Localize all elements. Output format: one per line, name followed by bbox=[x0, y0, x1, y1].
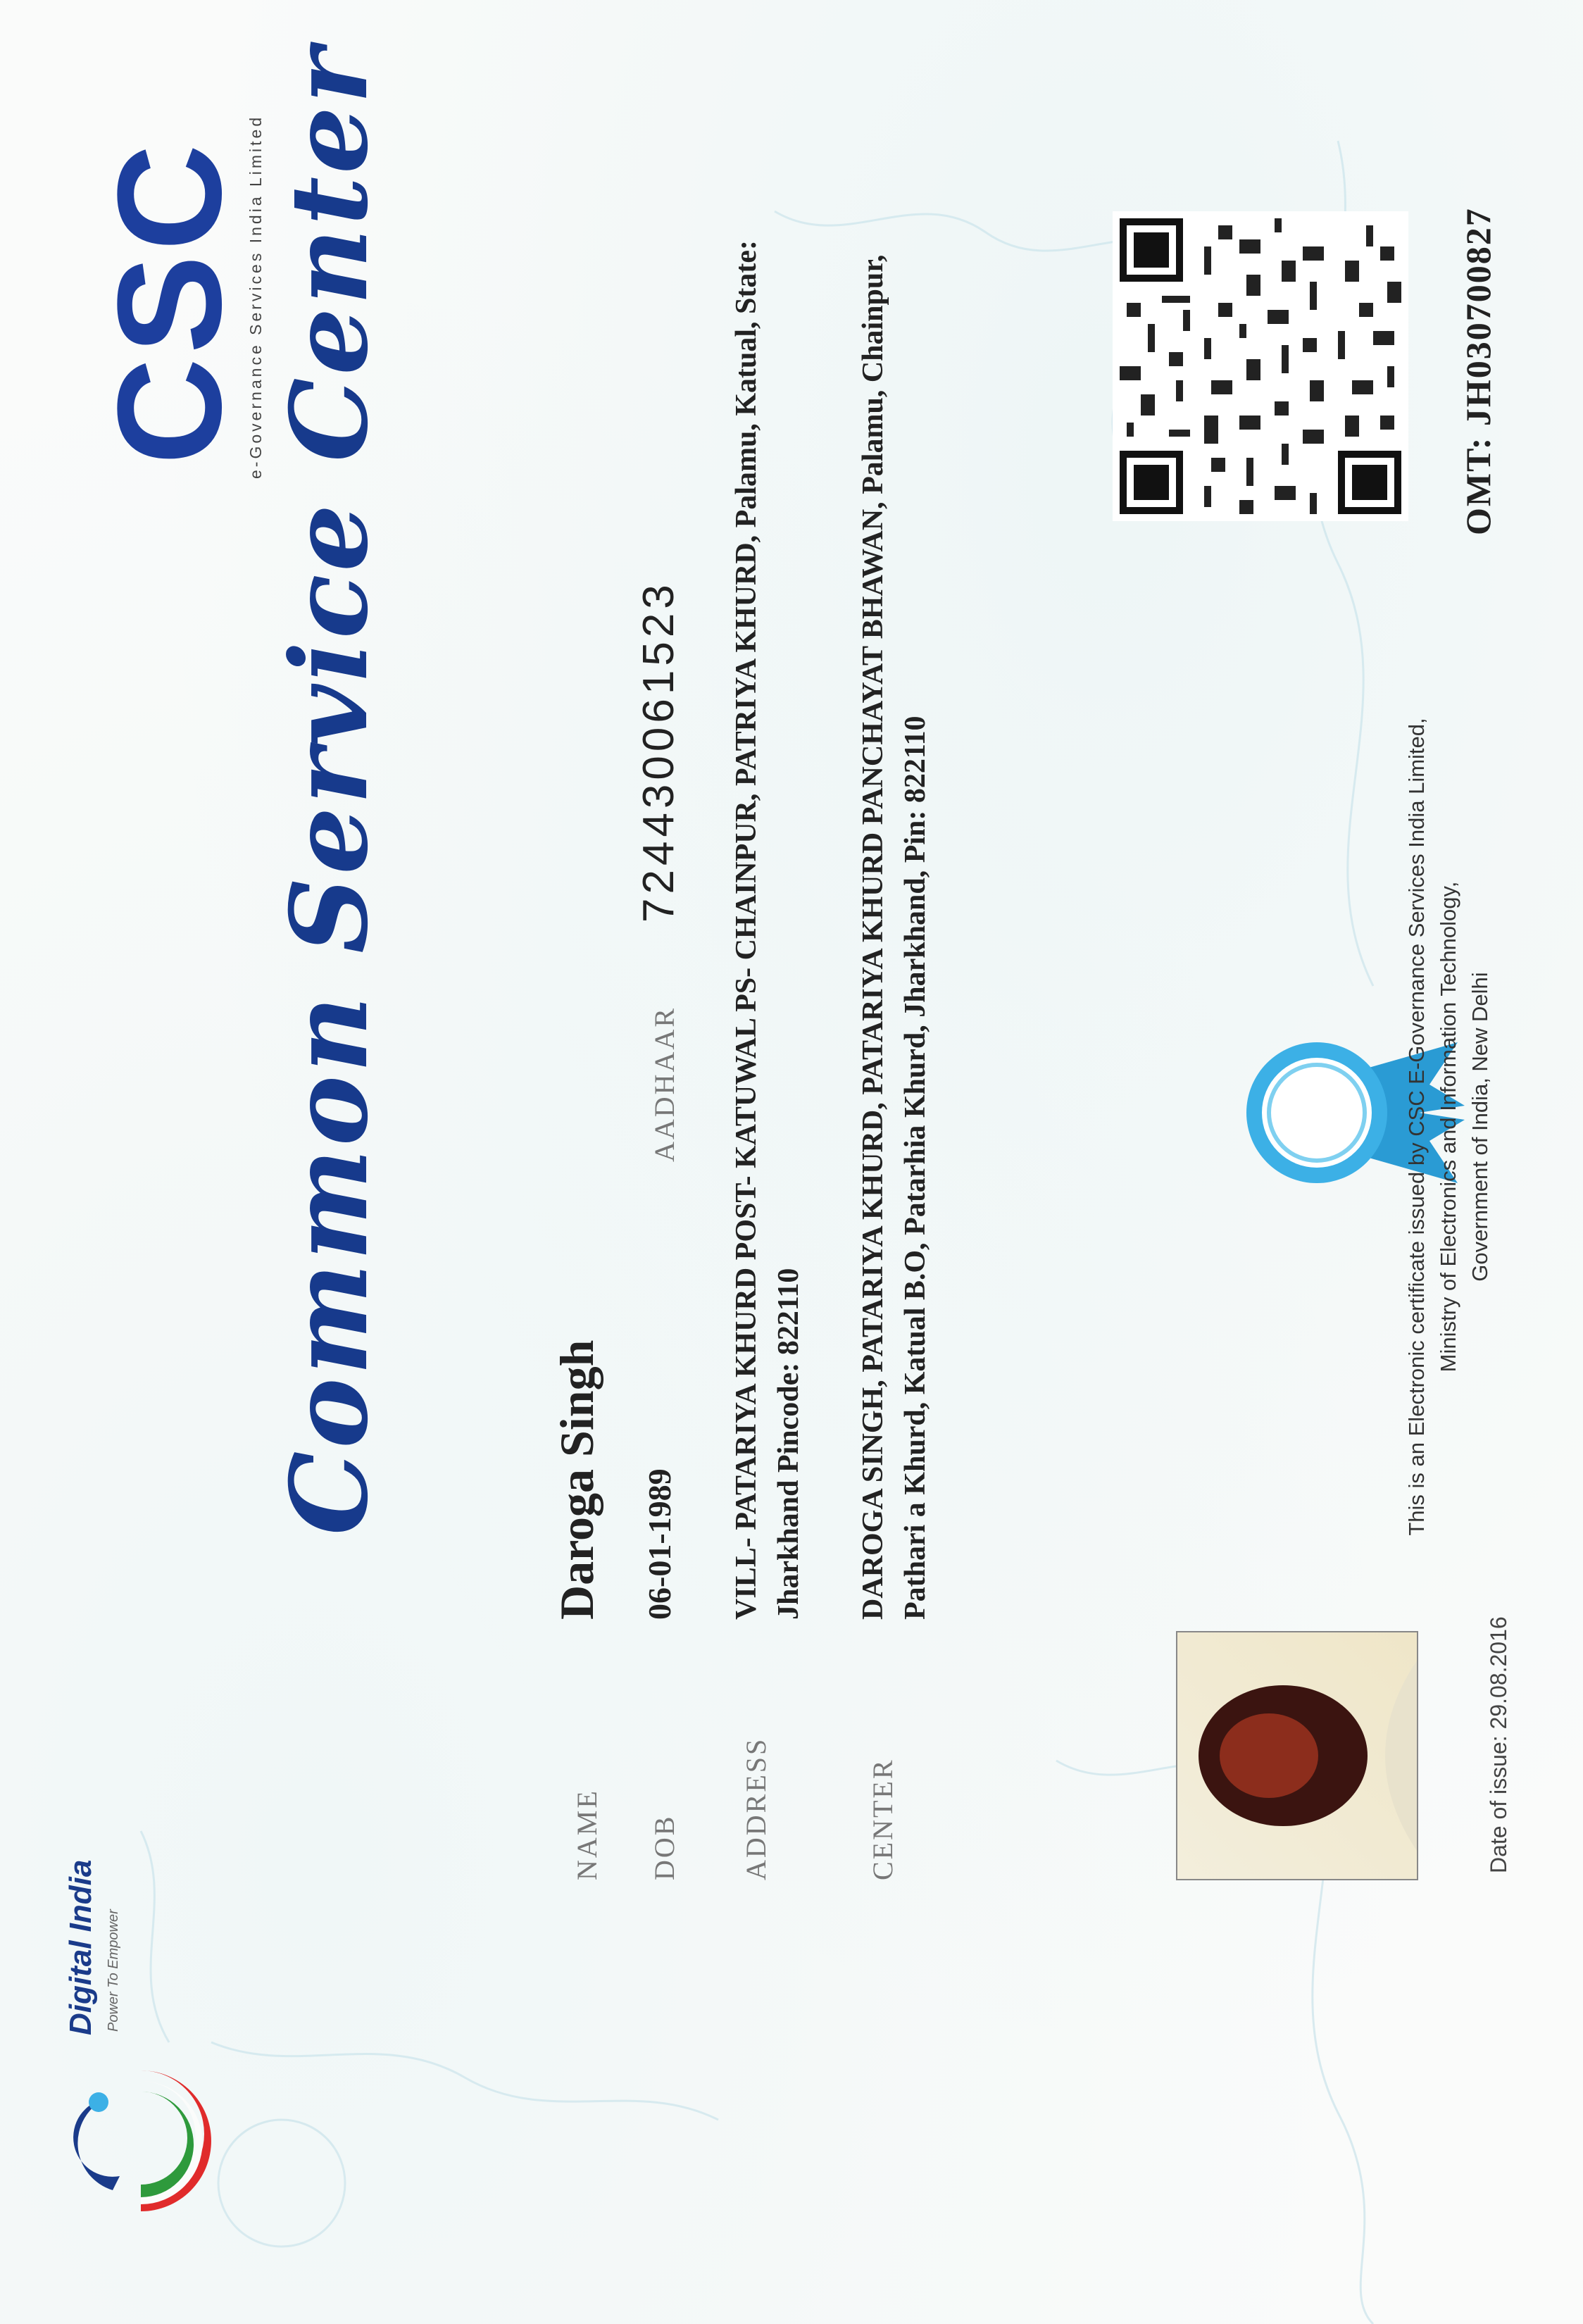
holder-photo bbox=[1176, 1631, 1418, 1880]
omt-number: OMT: JH030700827 bbox=[1458, 207, 1498, 535]
csc-logo: CSC bbox=[87, 139, 252, 465]
center-value: DAROGA SINGH, PATARIYA KHURD, PATARIYA KHURD PANCHAYAT BHAWAN, Palamu, Chainpur, Pathari a Khurd, Katual B.O, Patarhia Khurd, Jharkhand, Pin: 822110 bbox=[857, 254, 932, 1620]
issuer-line-1: This is an Electronic certificate issued by CSC E-Governance Services India Limited, bbox=[1404, 718, 1429, 1536]
qr-code-icon bbox=[1113, 211, 1408, 521]
digital-india-tagline: Power To Empower bbox=[106, 1909, 121, 2032]
csc-subtitle: e-Governance Services India Limited bbox=[246, 114, 265, 479]
issue-date: Date of issue: 29.08.2016 bbox=[1486, 1616, 1511, 1873]
address-label: ADDRESS bbox=[740, 1737, 772, 1880]
aadhaar-label: AADHAAR bbox=[649, 1006, 680, 1162]
name-label: NAME bbox=[571, 1789, 603, 1880]
dob-value: 06-01-1989 bbox=[642, 1468, 677, 1620]
certificate-title: Common Service Center bbox=[268, 45, 392, 1535]
address-value: VILL- PATARIYA KHURD POST- KATUWAL PS- CHAINPUR, PATRIYA KHURD, Palamu, Katual, State: Jharkhand Pincode: 822110 bbox=[730, 240, 805, 1620]
digital-india-label: Digital India bbox=[63, 1859, 98, 2035]
issuer-line-3: Government of India, New Delhi bbox=[1468, 972, 1492, 1282]
dob-label: DOB bbox=[649, 1814, 680, 1880]
aadhaar-value: 724430061523 bbox=[634, 580, 683, 923]
qr-code bbox=[1113, 211, 1408, 521]
digital-india-logo-icon bbox=[56, 2042, 225, 2239]
issuer-line-2: Ministry of Electronics and Information Technology, bbox=[1436, 881, 1460, 1373]
name-value: Daroga Singh bbox=[550, 1339, 603, 1620]
person-icon bbox=[1177, 1632, 1417, 1879]
center-label: CENTER bbox=[867, 1758, 899, 1880]
